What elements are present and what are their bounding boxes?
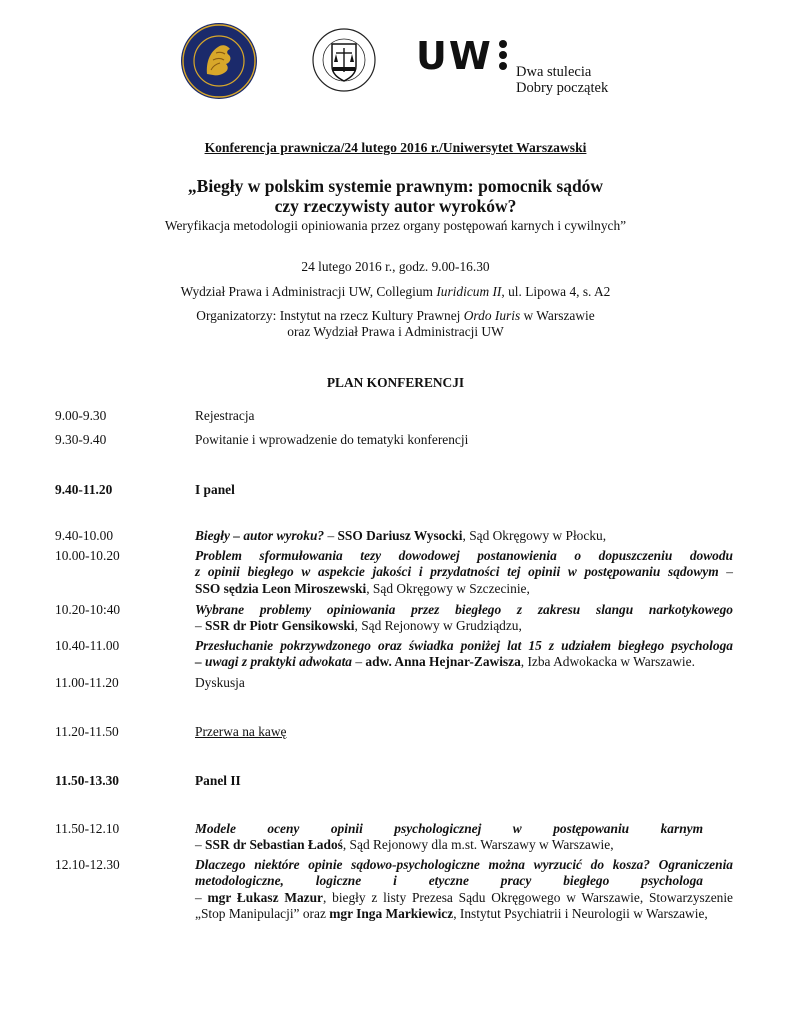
schedule-time: 9.00-9.30 bbox=[55, 408, 107, 423]
wpia-logo bbox=[310, 20, 378, 104]
panel-title: I panel bbox=[195, 482, 235, 497]
talk bbox=[195, 528, 733, 544]
venue bbox=[0, 284, 791, 300]
schedule-time: 11.50-12.10 bbox=[55, 821, 120, 836]
conference-title bbox=[0, 176, 791, 216]
date-time: 24 lutego 2016 r., godz. 9.00-16.30 bbox=[301, 259, 490, 274]
talk bbox=[195, 602, 733, 635]
ordo-iuris-logo bbox=[180, 22, 258, 100]
talk-topic-line-1: Problem sformułowania tezy dowodowej postanowienia o dopuszczeniu dowodu bbox=[195, 548, 733, 563]
conference-subtitle: Weryfikacja metodologii opiniowania przez organy postępowań karnych i cywilnych” bbox=[164, 218, 627, 233]
organizers-line-2: oraz Wydział Prawa i Administracji UW bbox=[287, 324, 504, 339]
talk-speaker-row bbox=[195, 618, 733, 634]
talk-affiliation: , biegły z listy Prezesa Sądu Okręgowego w Warszawie, Stowarzyszenie „Stop Manipulacji” oraz bbox=[195, 889, 733, 922]
talk bbox=[195, 821, 733, 854]
schedule-time: 10.40-11.00 bbox=[55, 638, 120, 653]
schedule-time: 9.30-9.40 bbox=[55, 432, 107, 447]
talk-speaker: SSO sędzia Leon Miroszewski bbox=[195, 580, 367, 596]
talk-speaker: SSR dr Piotr Gensikowski bbox=[205, 618, 355, 634]
organizers-suffix: w Warszawie bbox=[520, 308, 595, 323]
conference-line: Konferencja prawnicza/24 lutego 2016 r./Uniwersytet Warszawski bbox=[204, 140, 587, 155]
logo-bar bbox=[0, 20, 791, 110]
talk bbox=[195, 548, 733, 597]
wpia-seal-icon bbox=[310, 20, 378, 104]
talk-topic-line-1: Dlaczego niektóre opinie sądowo-psychologiczne można wyrzucić do kosza? Ograniczenia bbox=[195, 857, 733, 872]
talk-separator: – bbox=[195, 618, 206, 634]
talk-affiliation: , Sąd Rejonowy dla m.st. Warszawy w Warszawie, bbox=[342, 837, 614, 853]
schedule-text: Powitanie i wprowadzenie do tematyki konferencji bbox=[195, 432, 469, 447]
talk-speaker: SSO Dariusz Wysocki bbox=[337, 528, 463, 543]
talk-speaker: mgr Łukasz Mazur bbox=[207, 889, 323, 905]
coffee-break: Przerwa na kawę bbox=[195, 724, 287, 739]
schedule-time: 11.00-11.20 bbox=[55, 675, 119, 690]
uw-tagline bbox=[516, 64, 608, 96]
title-line-1: „Biegły w polskim systemie prawnym: pomocnik sądów bbox=[187, 176, 604, 196]
talk-topic-line-1: Przesłuchanie pokrzywdzonego oraz świadka poniżej lat 15 z udziałem biegłego psychologa bbox=[195, 638, 733, 653]
talk-topic-line-2: – uwagi z praktyki adwokata bbox=[195, 654, 352, 670]
talk-topic: Biegły – autor wyroku? bbox=[195, 528, 325, 543]
talk-speaker-row bbox=[195, 581, 733, 597]
talk-topic-line-2-row bbox=[195, 654, 733, 670]
plan-heading: PLAN KONFERENCJI bbox=[326, 375, 465, 390]
talk-topic-line-2: metodologiczne, logiczne i etyczne pracy biegłego psychologa bbox=[195, 873, 703, 889]
uw-tagline-line-1: Dwa stulecia bbox=[516, 64, 592, 80]
talk-affiliation-2: , Instytut Psychiatrii i Neurologii w Warszawie, bbox=[453, 906, 708, 922]
talk bbox=[195, 638, 733, 671]
organizers-italic: Ordo Iuris bbox=[463, 308, 521, 323]
talk-speakers bbox=[195, 890, 733, 923]
talk-affiliation: , Sąd Okręgowy w Płocku, bbox=[462, 528, 607, 543]
talk-separator: – bbox=[718, 564, 733, 580]
schedule-time: 11.20-11.50 bbox=[55, 724, 119, 739]
uw-logo bbox=[416, 30, 616, 100]
talk-topic: Modele oceny opinii psychologicznej w postępowaniu karnym bbox=[195, 821, 703, 836]
schedule-text: Rejestracja bbox=[195, 408, 255, 423]
uw-wordmark: UW bbox=[416, 34, 493, 78]
talk-speaker: SSR dr Sebastian Ładoś bbox=[205, 837, 343, 853]
panel-time: 11.50-13.30 bbox=[55, 773, 119, 788]
schedule-time: 9.40-10.00 bbox=[55, 528, 114, 543]
talk-separator: – bbox=[352, 654, 366, 670]
title-line-2: czy rzeczywisty autor wyroków? bbox=[274, 196, 517, 216]
talk-topic-line-2-row bbox=[195, 564, 733, 580]
talk-separator: – bbox=[195, 889, 208, 905]
talk-separator: – bbox=[195, 837, 206, 853]
uw-dots-icon bbox=[496, 38, 510, 72]
talk-separator: – bbox=[324, 528, 338, 543]
ordo-iuris-seal-icon bbox=[180, 22, 258, 100]
venue-building: Iuridicum II bbox=[436, 284, 502, 299]
organizers bbox=[0, 308, 791, 340]
talk-speaker: adw. Anna Hejnar-Zawisza bbox=[365, 654, 521, 670]
organizers-line-1 bbox=[0, 308, 791, 324]
panel-title: Panel II bbox=[195, 773, 241, 788]
talk-topic-line-2: z opinii biegłego w aspekcie jakości i przydatności tej opinii w postępowaniu sądowym bbox=[195, 564, 719, 580]
talk-affiliation: , Izba Adwokacka w Warszawie. bbox=[520, 654, 695, 670]
uw-tagline-line-2: Dobry początek bbox=[516, 80, 609, 96]
talk-affiliation: , Sąd Rejonowy w Grudziądzu, bbox=[354, 618, 522, 634]
venue-suffix: , ul. Lipowa 4, s. A2 bbox=[501, 284, 611, 299]
talk bbox=[195, 857, 733, 923]
schedule-text: Dyskusja bbox=[195, 675, 245, 690]
venue-prefix: Wydział Prawa i Administracji UW, Collegium bbox=[180, 284, 437, 299]
panel-time: 9.40-11.20 bbox=[55, 482, 113, 497]
schedule-time: 12.10-12.30 bbox=[55, 857, 120, 872]
talk-affiliation: , Sąd Okręgowy w Szczecinie, bbox=[366, 580, 530, 596]
schedule-time: 10.00-10.20 bbox=[55, 548, 120, 563]
organizers-prefix: Organizatorzy: Instytut na rzecz Kultury Prawnej bbox=[196, 308, 464, 323]
talk-speaker-2: mgr Inga Markiewicz bbox=[329, 906, 454, 922]
talk-speaker-row bbox=[195, 837, 733, 853]
schedule-time: 10.20-10:40 bbox=[55, 602, 121, 617]
talk-topic: Wybrane problemy opiniowania przez biegłego z zakresu slangu narkotykowego bbox=[195, 602, 733, 617]
